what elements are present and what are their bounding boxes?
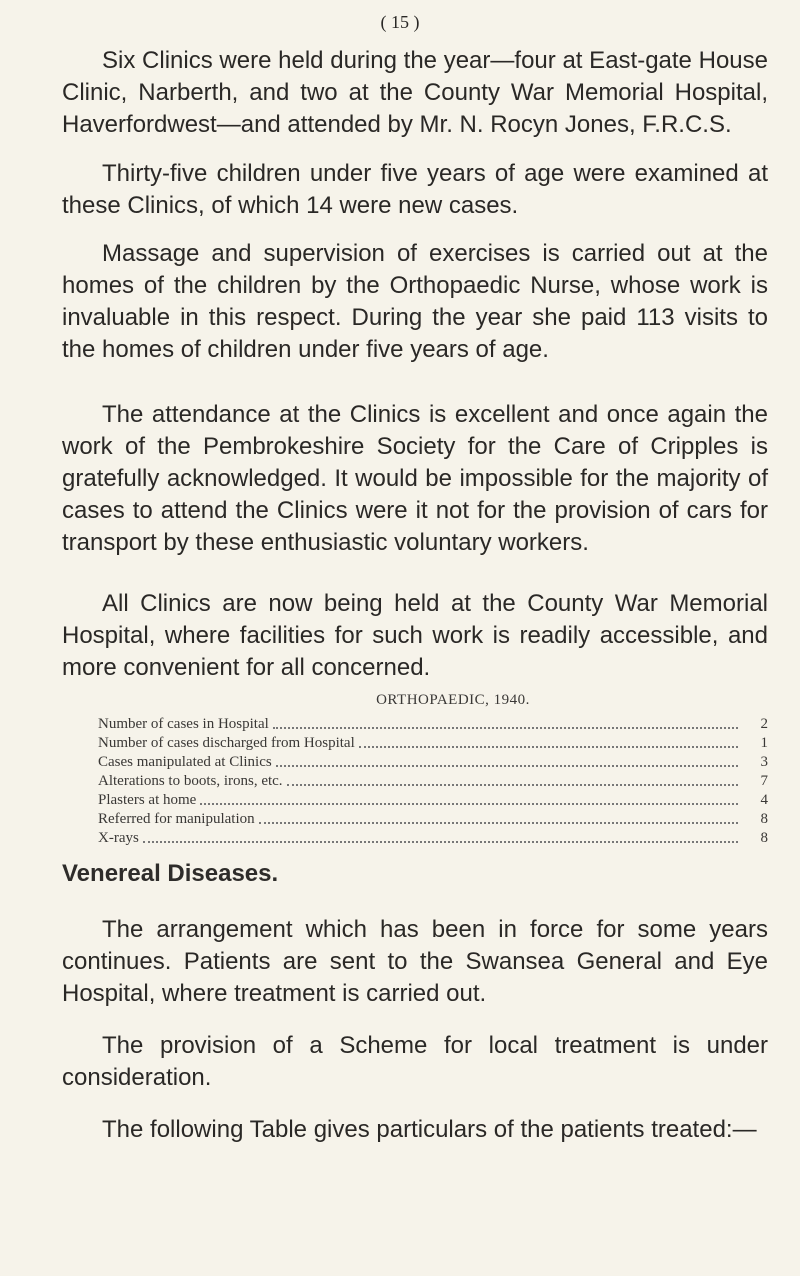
paragraph-clinics-text: Six Clinics were held during the year—four at East-gate House Clinic, Narberth, and two at the County War Memorial Hospital, Haverfordwest—and attended by Mr. N. Rocyn Jones, F.R.C.S. [62,47,768,138]
table-row [98,829,768,848]
page-number: ( 15 ) [380,12,420,32]
paragraph-venereal-arrangement [62,914,768,1010]
dot-leader [276,753,738,767]
dot-leader [273,715,738,729]
paragraph-venereal-arrangement-text: The arrangement which has been in force for some years continues. Patients are sent to the Swansea General and Eye Hospital, where treatment is carried out. [62,916,768,1007]
table-row-value: 2 [760,716,768,732]
paragraph-children-examined-text: Thirty-five children under five years of age were examined at these Clinics, of which 14 were new cases. [62,160,768,219]
table-row [98,715,768,734]
dot-leader [259,810,738,824]
venereal-diseases-heading: Venereal Diseases. [62,860,279,887]
paragraph-attendance-text: The attendance at the Clinics is excellent and once again the work of the Pembrokeshire Society for the Care of Cripples is gratefully acknowledged. It would be impossible for the majority of cases to attend the Clinics were it not for the provision of cars for transport by these enthusiastic voluntary workers. [62,401,768,556]
table-row-value: 8 [760,811,768,827]
table-row-label: Cases manipulated at Clinics [98,754,272,770]
paragraph-children-examined [62,158,768,222]
table-row [98,753,768,772]
paragraph-massage-text: Massage and supervision of exercises is carried out at the homes of the children by the Orthopaedic Nurse, whose work is invaluable in this respect. During the year she paid 113 visits to the homes of children under five years of age. [62,240,768,363]
paragraph-attendance [62,399,768,559]
paragraph-clinics-location-text: All Clinics are now being held at the County War Memorial Hospital, where facilities for such work is readily accessible, and more convenient for all concerned. [62,590,768,681]
paragraph-clinics [62,45,768,141]
table-row-label: X-rays [98,830,139,846]
paragraph-following-table-text: The following Table gives particulars of the patients treated:— [102,1116,757,1143]
table-row-value: 7 [760,773,768,789]
table-row-label: Referred for manipulation [98,811,255,827]
table-row-value: 8 [760,830,768,846]
table-row-label: Number of cases in Hospital [98,716,269,732]
paragraph-clinics-location [62,588,768,684]
table-row-label: Alterations to boots, irons, etc. [98,773,283,789]
orthopaedic-table-title: ORTHOPAEDIC, 1940. [376,692,530,708]
table-row-value: 4 [760,792,768,808]
dot-leader [200,791,738,805]
paragraph-local-scheme-text: The provision of a Scheme for local treatment is under consideration. [62,1032,768,1091]
table-row-value: 1 [760,735,768,751]
table-row-label: Number of cases discharged from Hospital [98,735,355,751]
table-row [98,772,768,791]
table-row-label: Plasters at home [98,792,197,808]
dot-leader [359,734,738,748]
paragraph-following-table [62,1114,768,1146]
paragraph-local-scheme [62,1030,768,1094]
orthopaedic-table [98,692,768,848]
dot-leader [287,772,738,786]
table-row [98,734,768,753]
dot-leader [143,829,738,843]
table-row [98,810,768,829]
table-row [98,791,768,810]
paragraph-massage [62,238,768,366]
table-row-value: 3 [760,754,768,770]
